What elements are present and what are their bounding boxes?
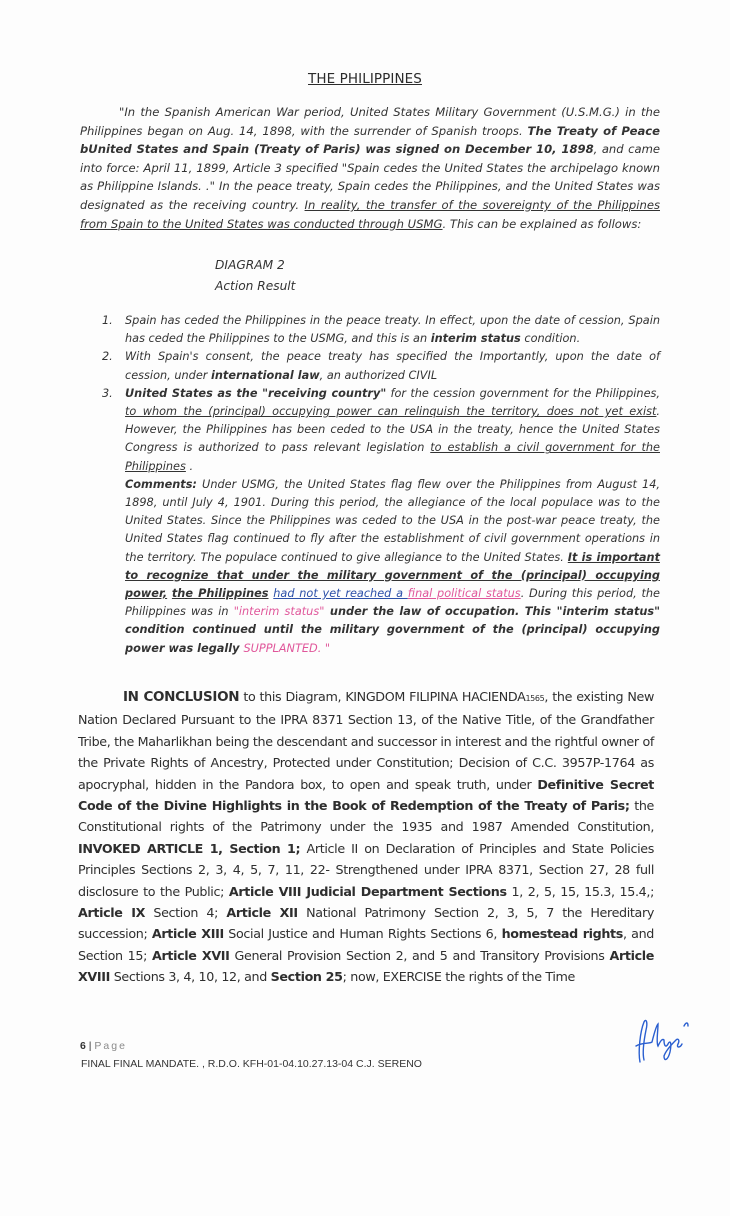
conclusion-text: National Patrimony Section 2, 3, 5, 7 the Hereditary succession; [78,905,654,942]
diagram-heading [215,255,295,297]
list-underlined-text: to whom the (principal) occupying power can relinquish the territory, does not yet exist [125,405,657,419]
comments-label: Comments: [125,477,197,491]
conclusion-text: the Constitutional rights of the Patrimony under the 1935 and 1987 Amended Constitution, [78,798,654,835]
conclusion-text: , and Section 15; [78,926,654,963]
list-text: With Spain's consent, the peace treaty has specified the Importantly, upon the date of cession, under [125,350,660,382]
page-number-value: 6 [80,1040,86,1052]
conclusion-bold: homestead rights [501,926,623,942]
list-bold-text: international law [211,368,320,382]
conclusion-bold: Article XII [226,905,298,921]
comments-underlined-bold: the Philippines [171,587,269,601]
conclusion-text: Section 4; [145,905,227,921]
conclusion-bold: Article XIII [151,926,224,942]
comments-text: Under USMG, the United States flag flew over the Philippines from August 14, 1898, until July 4, 1901. During this period, the allegiance of the local populace was to the United States. Since the Philippines was ceded to the USA in the post-war peace treaty, the United States flag continued to fly after the establishment of civil government operations in the territory. The populace continued to give allegiance to the United States. [125,477,660,564]
list-text: , an authorized CIVIL [319,368,438,382]
intro-underlined-text: In reality, the transfer of the sovereignty of the Philippines from Spain to the United States was conducted through USMG [80,197,660,231]
list-number: 1. [102,314,113,327]
list-item [100,312,660,348]
list-text: . However, the Philippines has been ceded to the USA in the treaty, hence the United States Congress is authorized to pass relevant legislation [125,405,660,455]
list-text: for the cession government for the Philippines, [386,386,661,400]
diagram-label: DIAGRAM 2 [215,258,285,272]
comments-bold-text: under the law of occupation. This "interim status" condition continued until the military government of the (principal) occupying power was legally [125,605,661,655]
conclusion-bold: Article XVIII [78,947,654,985]
conclusion-paragraph [78,686,654,988]
footer-reference: FINAL FINAL MANDATE. , R.D.O. KFH-01-04.10.27.13-04 C.J. SERENO [81,1058,422,1070]
list-item [100,385,660,476]
list-text: Spain has ceded the Philippines in the peace treaty. In effect, upon the date of cession, Spain has ceded the Philippines to the USMG, and this is an [125,314,660,346]
comments-underlined-bold: It is important to recognize that under the military government of the (principal) occupying power, [125,550,660,601]
conclusion-text: Social Justice and Human Rights Sections 6, [223,926,502,942]
page-label: Page [94,1040,127,1052]
diagram-subtitle: Action Result [215,279,296,293]
intro-paragraph [80,103,660,233]
comments-pink-underlined-text: final political status [407,587,521,601]
list-number: 2. [102,350,113,364]
conclusion-text: to this Diagram, KINGDOM FILIPINA HACIENDA [239,689,526,704]
conclusion-text: General Provision Section 2, and 5 and Transitory Provisions [229,947,610,963]
conclusion-subscript: 1565 [525,694,545,703]
comments-pink-text: SUPPLANTED. " [243,641,331,655]
conclusion-bold: Article XVII [152,947,230,963]
conclusion-text: Sections 3, 4, 10, 12, and [110,969,271,985]
intro-text: . This can be explained as follows: [442,216,642,231]
comments-block [100,476,660,658]
list-number: 3. [102,386,113,400]
list-item [100,348,660,384]
comments-blue-text: had not yet reached a [273,587,408,601]
conclusion-text: 1, 2, 5, 15, 15.3, 15.4,; [506,883,655,899]
intro-text: "In the Spanish American War period, United States Military Government (U.S.M.G.) in the Philippines began on Aug. 14, 1898, with the surrender of Spanish troops. [80,105,660,138]
intro-bold-text: The Treaty of Peace bUnited States and Spain (Treaty of Paris) was signed on December 10, 1898 [80,123,660,157]
comments-text: . During this period, the Philippines was in [125,587,660,619]
signature-icon [628,1012,698,1072]
conclusion-lead: IN CONCLUSION [123,689,240,705]
list-text: condition. [520,332,581,346]
page-title: THE PHILIPPINES [308,71,422,87]
conclusion-text: , the existing New Nation Declared Pursuant to the IPRA 8371 Section 13, of the Native Title, of the Grandfather Tribe, the Maharlikhan being the descendant and successor in interest and the rightful owner of the Private Rights of Ancestry, Protected under Constitution; Decision of C.C. 3957P-1764 as apocryphal, hidden in the Pandora box, to open and speak truth, under [78,689,655,792]
conclusion-bold: INVOKED ARTICLE 1, Section 1; [78,840,301,856]
conclusion-bold: Definitive Secret Code of the Divine Highlights in the Book of Redemption of the Treaty of Paris; [78,776,654,814]
list-text: . [185,459,194,473]
intro-text: , and came into force: April 11, 1899, Article 3 specified "Spain cedes the United States the archipelago known as Philippine Islands. ." In the peace treaty, Spain cedes the Philippines, and the United States was designated as the receiving country. [80,142,661,212]
comments-pink-text: "interim status" [233,605,325,619]
list-bold-text: interim status [430,332,521,346]
page-separator: | [85,1040,95,1052]
page-number [80,1040,127,1052]
conclusion-bold: Section 25 [270,969,343,985]
list-bold-text: United States as the "receiving country" [125,386,387,400]
conclusion-text: ; now, EXERCISE the rights of the Time [342,969,575,985]
conclusion-bold: Article VIII Judicial Department Sections [228,883,507,899]
conclusion-bold: Article IX [78,905,146,921]
conclusion-text: Article II on Declaration of Principles and State Policies Principles Sections 2, 3, 4, 5, 7, 11, 22- Strengthened under IPRA 8371, Section 27, 28 full disclosure to the Public; [78,840,654,899]
numbered-list [100,312,660,658]
list-underlined-text: to establish a civil government for the Philippines [125,441,660,473]
